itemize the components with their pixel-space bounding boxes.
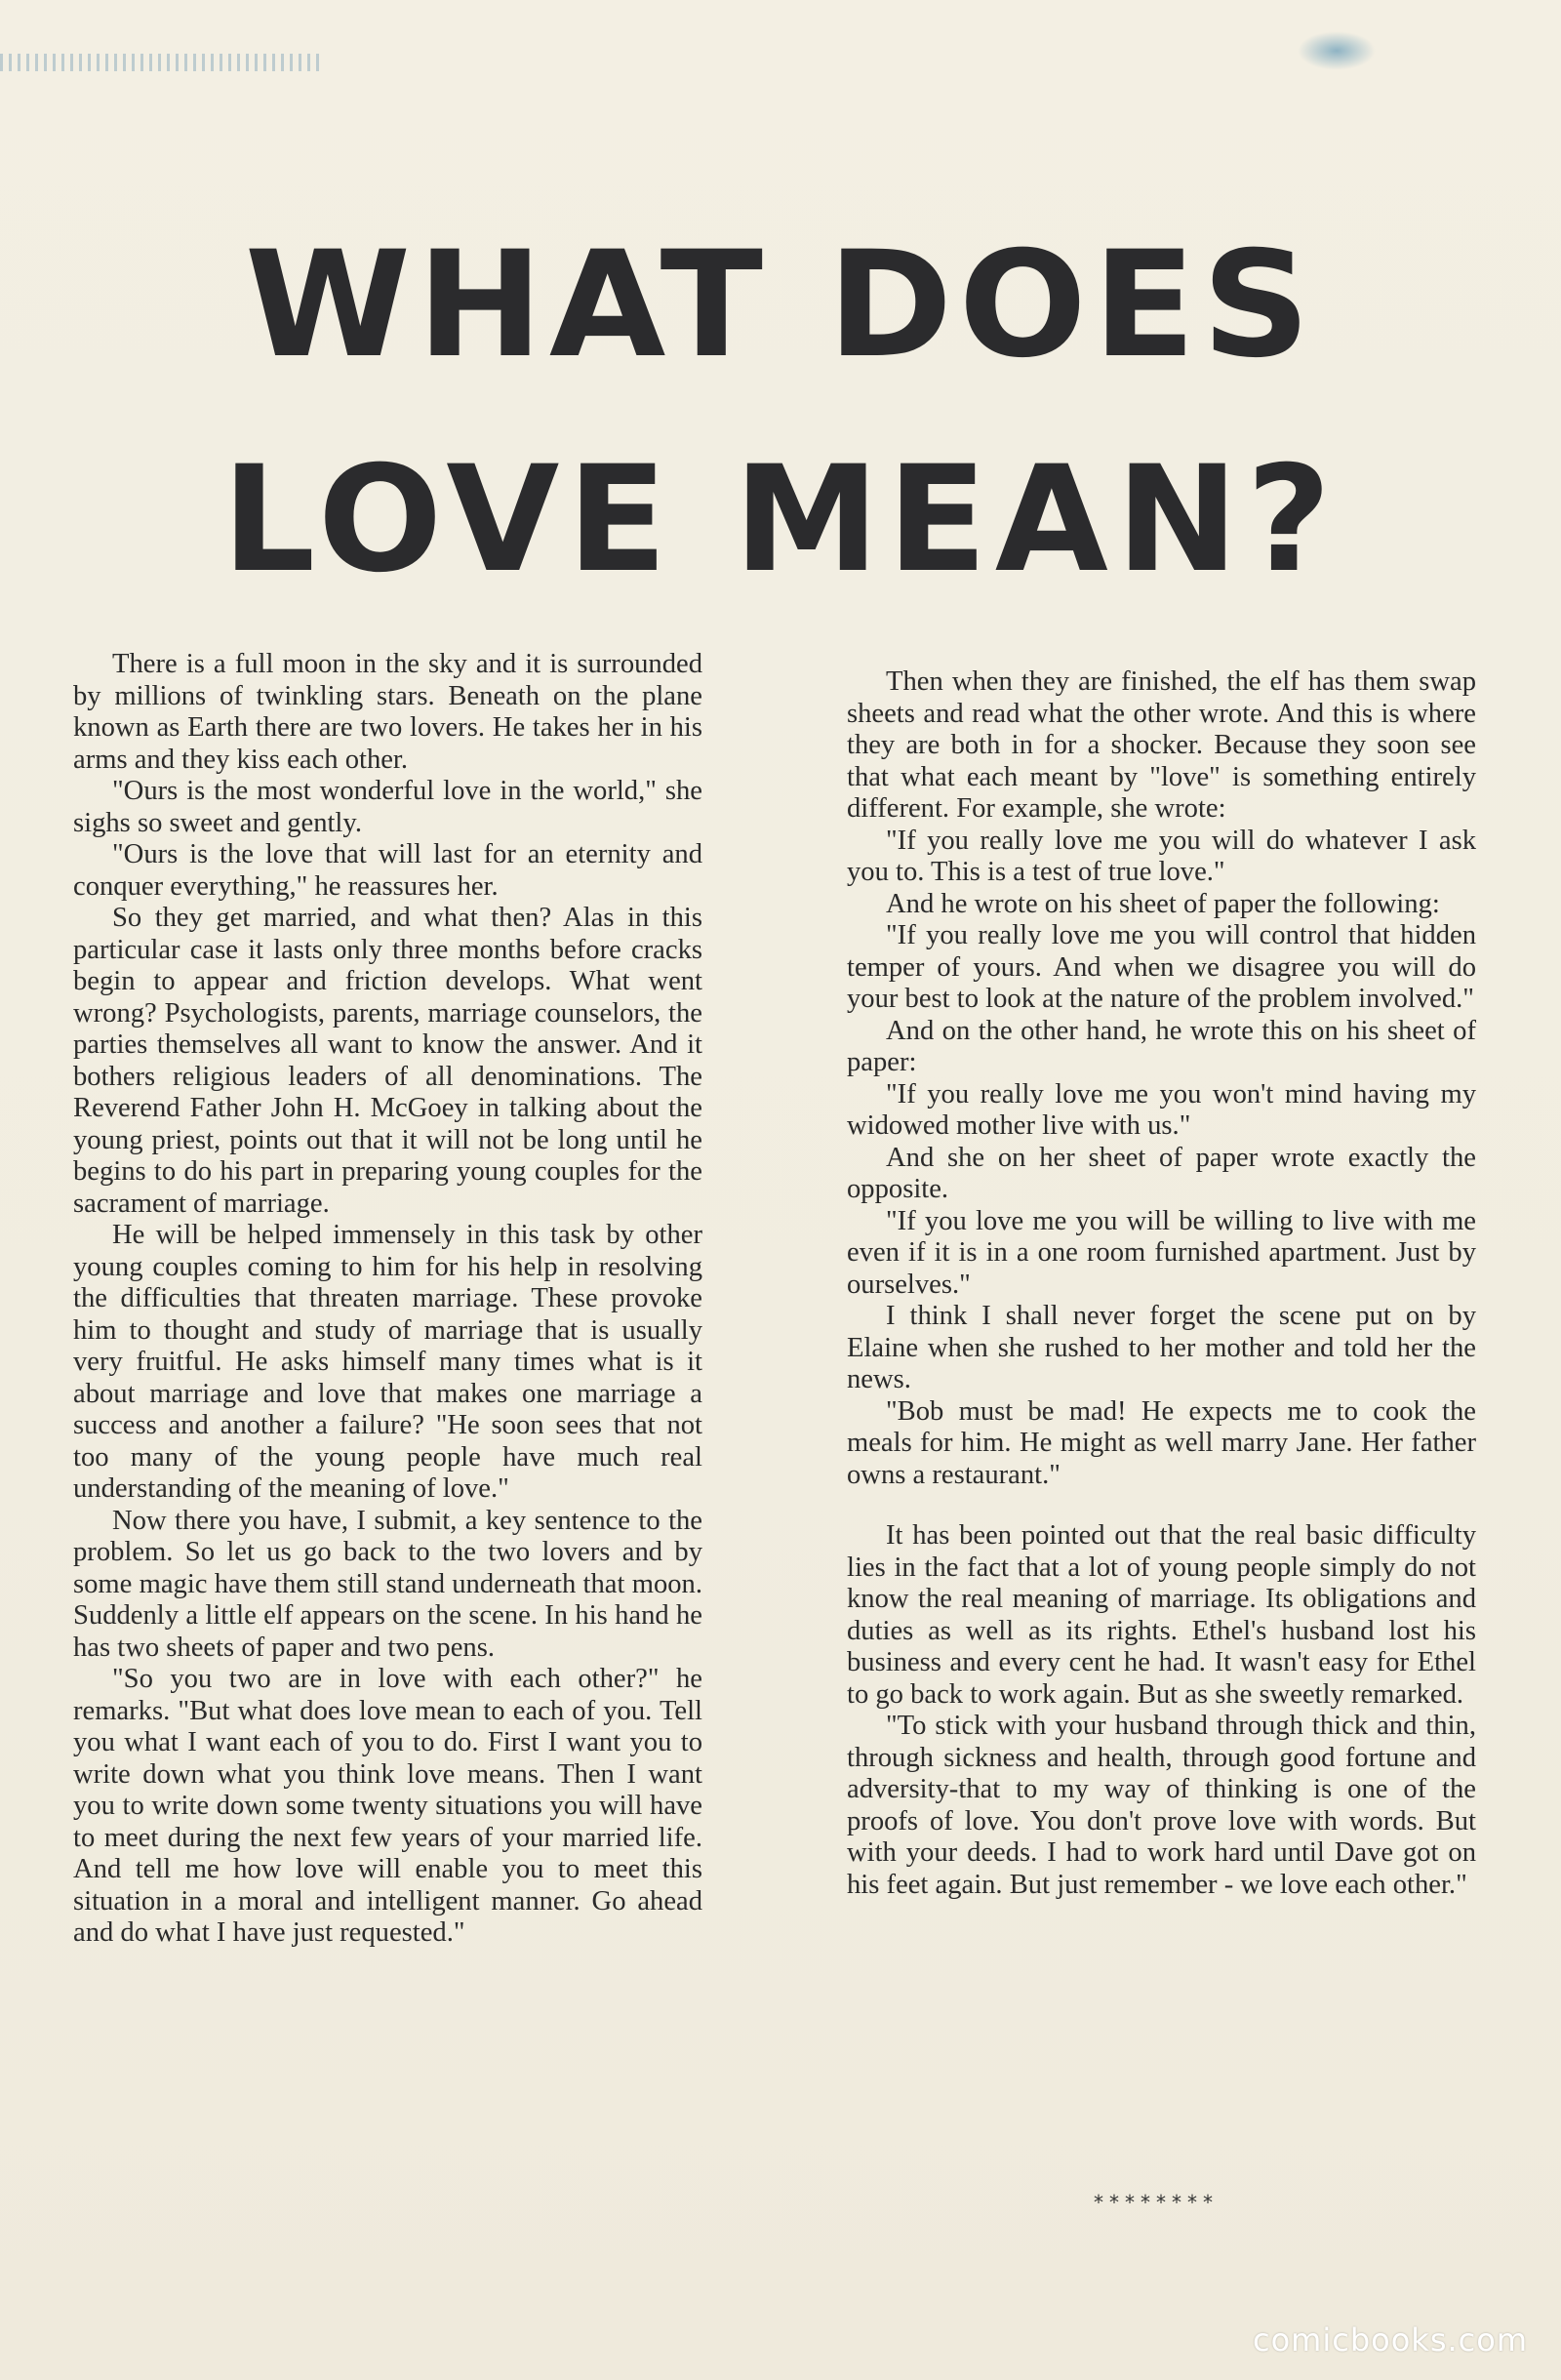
paragraph: "Ours is the love that will last for an eternity and conquer everything," he reassures her. (73, 839, 702, 902)
paragraph: "So you two are in love with each other?" he remarks. "But what does love mean to each of you. Tell you what I want each of you to do. First I want you to write down what you think love means. Then I want you to write down some twenty situations you will have to meet during the next few years of your married life. And tell me how love will enable you to meet this situation in a moral and intelligent manner. Go ahead and do what I have just requested." (73, 1664, 702, 1948)
paragraph: "To stick with your husband through thick and thin, through sickness and health, through good fortune and adversity-that to my way of thinking is one of the proofs of love. You don't prove love with words. But with your deeds. I had to work hard until Dave got on his feet again. But just remember - we love each other." (847, 1711, 1476, 1900)
article-right-column (847, 666, 1476, 1901)
paragraph: "If you really love me you won't mind having my widowed mother live with us." (847, 1078, 1476, 1141)
paragraph: "If you love me you will be willing to live with me even if it is in a one room furnished apartment. Just by ourselves." (847, 1205, 1476, 1300)
paragraph: Then when they are finished, the elf has them swap sheets and read what the other wrote. And this is where they are both in for a shocker. Because they soon see that what each meant by "love" is something entirely different. For example, she wrote: (847, 666, 1476, 824)
paragraph: "Ours is the most wonderful love in the world," she sighs so sweet and gently. (73, 776, 702, 838)
paragraph: "If you really love me you will do whatever I ask you to. This is a test of true love." (847, 825, 1476, 887)
end-mark: ******** (1094, 2191, 1219, 2214)
paragraph: He will be helped immensely in this task by other young couples coming to him for his help in resolving the difficulties that threaten marriage. These provoke him to thought and study of marriage that is usually very fruitful. He asks himself many times what is it about marriage and love that makes one marriage a success and another a failure? "He soon sees that not too many of the young people have much real understanding of the meaning of love." (73, 1220, 702, 1504)
headline-line-2: LOVE MEAN? (221, 435, 1340, 605)
paragraph: It has been pointed out that the real basic difficulty lies in the fact that a lot of young people simply do not know the real meaning of marriage. Its obligations and duties as well as its rights. Ethel's husband lost his business and every cent he had. It wasn't easy for Ethel to go back to work again. But as she sweetly remarked. (847, 1520, 1476, 1710)
print-speckle (0, 54, 322, 71)
headline-line-1: WHAT DOES (244, 221, 1317, 390)
watermark: comicbooks.com (1252, 2321, 1528, 2359)
paragraph: There is a full moon in the sky and it is surrounded by millions of twinkling stars. Beneath on the plane known as Earth there are two lovers. He takes her in his arms and they kiss each other. (73, 649, 702, 775)
print-speckle (1298, 31, 1376, 70)
paragraph: "Bob must be mad! He expects me to cook the meals for him. He might as well marry Jane. Her father owns a restaurant." (847, 1395, 1476, 1490)
paragraph: Now there you have, I submit, a key sentence to the problem. So let us go back to the two lovers and by some magic have them still stand underneath that moon. Suddenly a little elf appears on the scene. In his hand he has two sheets of paper and two pens. (73, 1505, 702, 1663)
paragraph: And she on her sheet of paper wrote exactly the opposite. (847, 1142, 1476, 1204)
paragraph: I think I shall never forget the scene put on by Elaine when she rushed to her mother and told her the news. (847, 1301, 1476, 1394)
article-left-column (73, 649, 702, 1950)
paragraph: "If you really love me you will control that hidden temper of yours. And when we disagree you will do your best to look at the nature of the problem involved." (847, 920, 1476, 1014)
paragraph: So they get married, and what then? Alas in this particular case it lasts only three months before cracks begin to appear and friction develops. What went wrong? Psychologists, parents, marriage counselors, the parties themselves all want to know the answer. And it bothers religious leaders of all denominations. The Reverend Father John H. McGoey in talking about the young priest, points out that it will not be long until he begins to do his part in preparing young couples for the sacrament of marriage. (73, 903, 702, 1219)
paragraph: And on the other hand, he wrote this on his sheet of paper: (847, 1015, 1476, 1077)
paragraph: And he wrote on his sheet of paper the following: (886, 888, 1440, 919)
